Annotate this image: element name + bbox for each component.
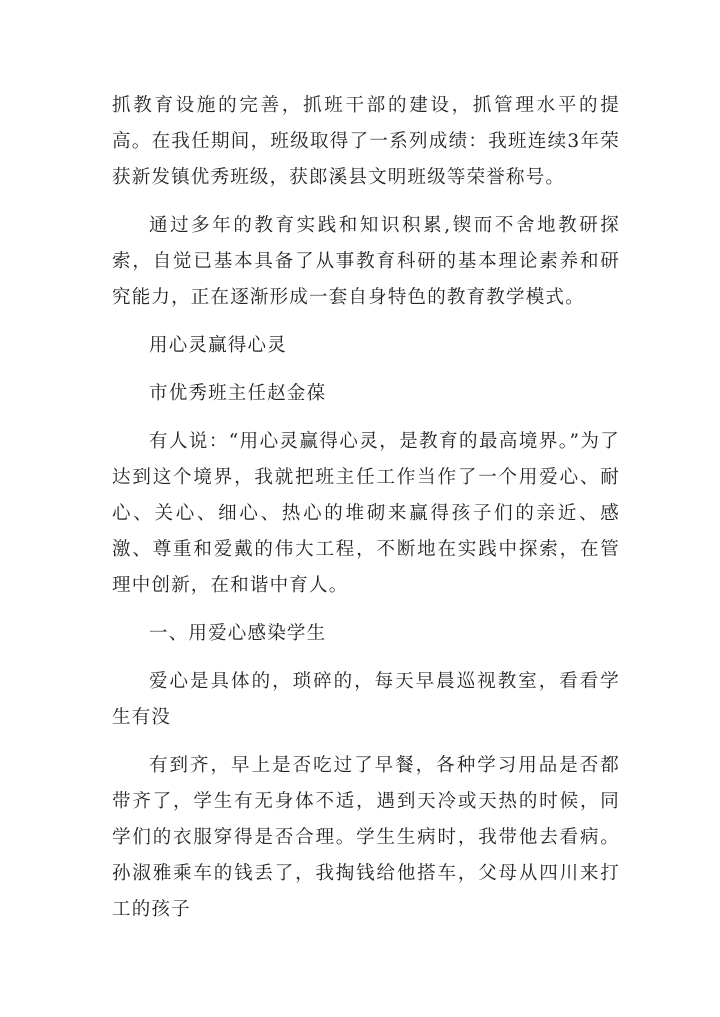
paragraph-gap	[112, 652, 620, 664]
article-title: 用心灵赢得心灵	[149, 335, 287, 356]
document-page	[112, 88, 620, 928]
section-heading: 一、用爱心感染学生	[149, 623, 327, 644]
paragraph-gap	[112, 196, 620, 208]
article-author: 市优秀班主任赵金葆	[149, 383, 327, 404]
paragraph-4: 爱心是具体的，琐碎的，每天早晨巡视教室，看看学生有没	[112, 671, 620, 728]
paragraph-gap	[112, 412, 620, 424]
paragraph-gap	[112, 604, 620, 616]
paragraph-gap	[112, 736, 620, 748]
paragraph-2: 通过多年的教育实践和知识积累,锲而不舍地教研探索，自觉已基本具备了从事教育科研的基本理论素养和研究能力，正在逐渐形成一套自身特色的教育教学模式。	[112, 215, 620, 308]
paragraph-3: 有人说：“用心灵赢得心灵，是教育的最高境界。”为了达到这个境界，我就把班主任工作当作了一个用爱心、耐心、关心、细心、热心的堆砌来赢得孩子们的亲近、感激、尊重和爱戴的伟大工程，不断地在实践中探索，在管理中创新，在和谐中育人。	[112, 431, 620, 596]
paragraph-5: 有到齐，早上是否吃过了早餐，各种学习用品是否都带齐了，学生有无身体不适，遇到天冷或天热的时候，同学们的衣服穿得是否合理。学生生病时，我带他去看病。孙淑雅乘车的钱丢了，我掏钱给他搭车，父母从四川来打工的孩子	[112, 755, 620, 920]
paragraph-1: 抓教育设施的完善，抓班干部的建设，抓管理水平的提高。在我任期间，班级取得了一系列成绩：我班连续3年荣获新发镇优秀班级，获郎溪县文明班级等荣誉称号。	[112, 95, 620, 188]
paragraph-gap	[112, 316, 620, 328]
paragraph-gap	[112, 364, 620, 376]
